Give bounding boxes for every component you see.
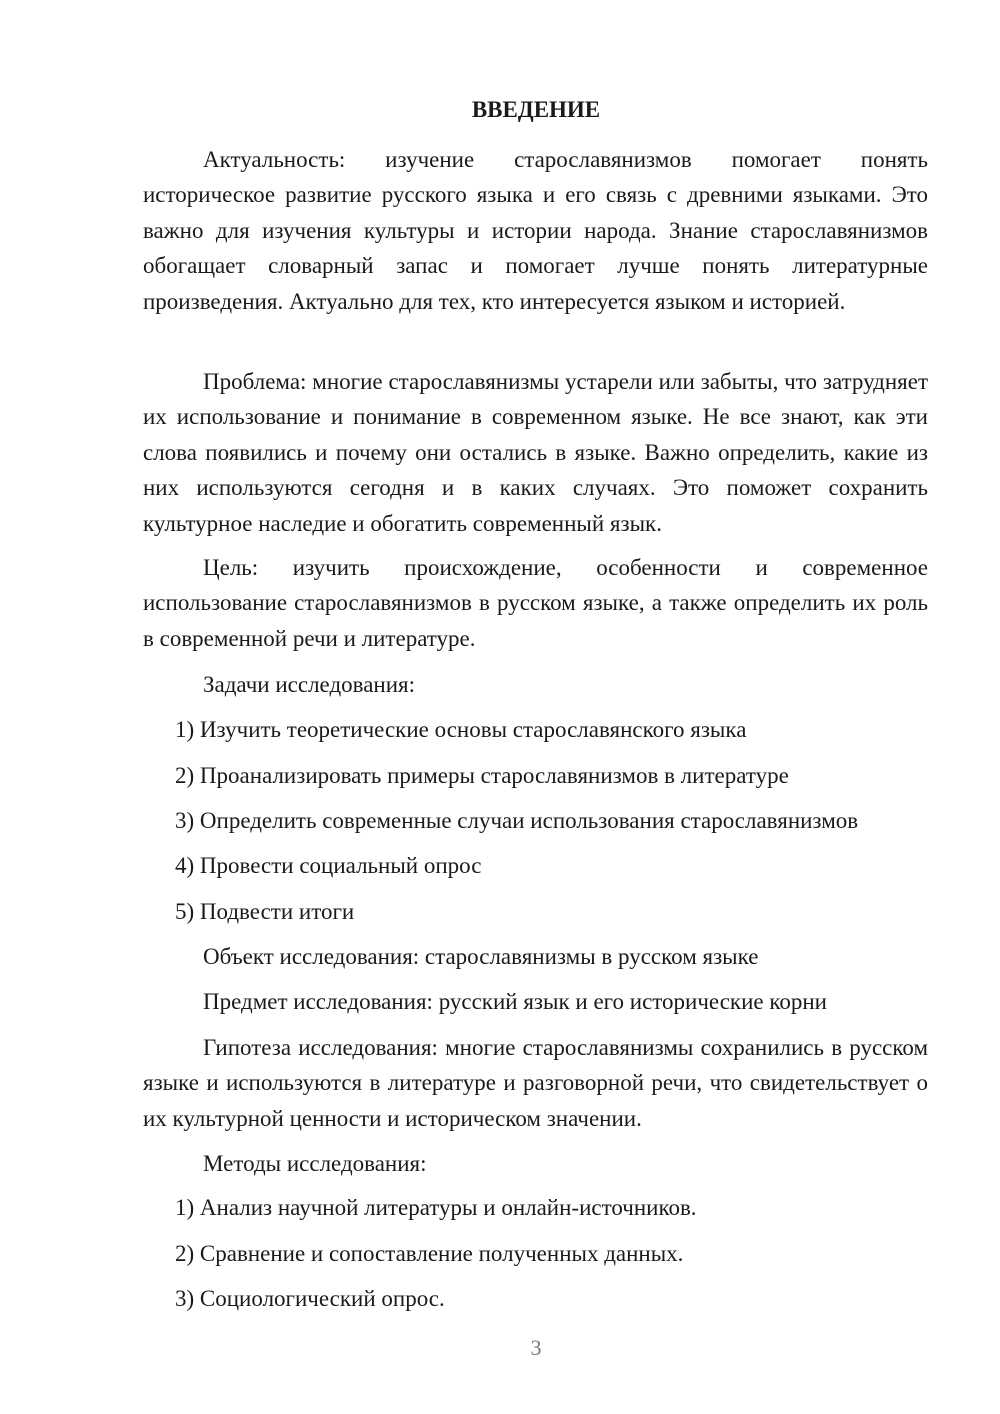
task-item: 3) Определить современные случаи использования старославянизмов (175, 808, 859, 833)
methods-heading: Методы исследования: (203, 1151, 427, 1176)
problem-text: Проблема: многие старославянизмы устарели или забыты, что затрудняет их использование и понимание в современном языке. Не все знают, как эти слова появились и почему они остались в языке. Важно определить, какие из них используются сегодня и в каких случаях. Это поможет сохранить культурное наследие и обогатить современный язык. (143, 369, 928, 536)
goal-text: Цель: изучить происхождение, особенности и современное использование старославянизмов в русском языке, а также определить их роль в современной речи и литературе. (143, 555, 928, 651)
page-number: 3 (530, 1335, 542, 1360)
task-item: 2) Проанализировать примеры старославянизмов в литературе (175, 763, 789, 788)
task-item: 1) Изучить теоретические основы старославянского языка (175, 717, 747, 742)
object-line: Объект исследования: старославянизмы в русском языке (203, 944, 759, 969)
relevance-text: Актуальность: изучение старославянизмов помогает понять историческое развитие русского языка и его связь с древними языками. Это важно для изучения культуры и истории народа. Знание старославянизмов обогащает словарный запас и помогает лучше понять литературные произведения. Актуально для тех, кто интересуется языком и историей. (143, 147, 928, 314)
tasks-heading: Задачи исследования: (203, 672, 416, 697)
page-title: ВВЕДЕНИЕ (471, 97, 601, 122)
relevance-paragraph (143, 142, 928, 319)
hypothesis-paragraph (143, 1030, 928, 1136)
goal-paragraph (143, 550, 928, 656)
subject-line: Предмет исследования: русский язык и его исторические корни (203, 989, 827, 1014)
method-item: 1) Анализ научной литературы и онлайн-источников. (175, 1195, 697, 1220)
problem-paragraph (143, 364, 928, 541)
task-item: 4) Провести социальный опрос (175, 853, 482, 878)
method-item: 2) Сравнение и сопоставление полученных данных. (175, 1241, 684, 1266)
method-item: 3) Социологический опрос. (175, 1286, 445, 1311)
task-item: 5) Подвести итоги (175, 899, 355, 924)
hypothesis-text: Гипотеза исследования: многие старославянизмы сохранились в русском языке и используются в литературе и разговорной речи, что свидетельствует о их культурной ценности и историческом значении. (143, 1035, 928, 1131)
